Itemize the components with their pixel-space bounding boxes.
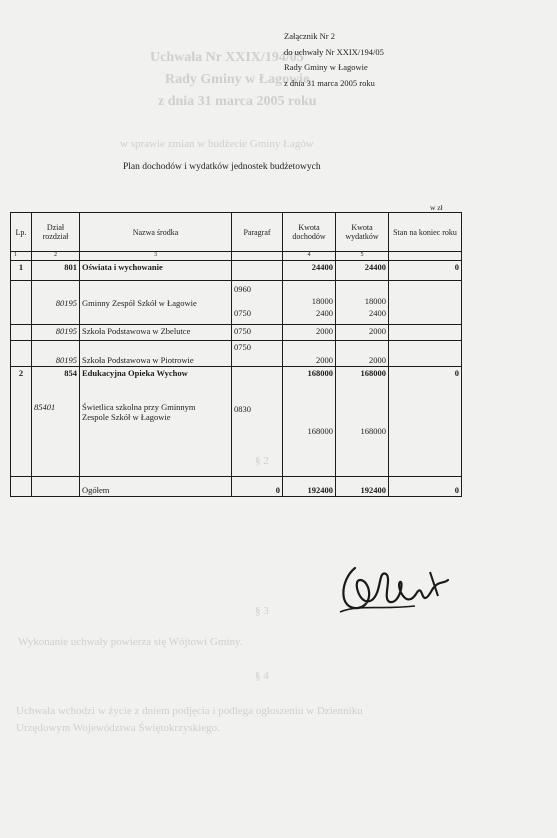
name-value: Świetlica szkolna przy Gminnym Zespole Szkół w Łagowie [82, 402, 196, 422]
cell-wyd [336, 367, 389, 477]
name-value: Edukacyjna Opieka Wychow [82, 368, 188, 378]
total-stan: 0 [389, 477, 462, 497]
wyd-value: 168000 [360, 426, 386, 436]
cell-stan [389, 325, 462, 341]
header-row [11, 213, 462, 252]
cell-wyd [336, 281, 389, 325]
header-stan: Stan na koniec roku [389, 213, 462, 252]
cell-lp [11, 341, 32, 367]
cell-doch: 2000 [283, 325, 336, 341]
ghost-heading: Uchwała Nr XXIX/194/05 [150, 50, 304, 65]
cell-wyd: 24400 [336, 261, 389, 281]
table-row [11, 261, 462, 281]
cell-par: 0750 [232, 341, 283, 367]
ghost-subject: w sprawie zmian w budżecie Gminy Łagów [120, 138, 314, 150]
wyd-value: 168000 [360, 368, 386, 378]
ghost-heading-3: z dnia 31 marca 2005 roku [158, 94, 317, 109]
par-value: 0750 [234, 308, 251, 318]
table-row [11, 341, 462, 367]
table-row [11, 281, 462, 325]
header-dzial: Dział rozdział [32, 213, 80, 252]
cell-lp [11, 325, 32, 341]
cell-doch [283, 281, 336, 325]
cell-code: 80195 [32, 341, 80, 367]
col-number: 3 [80, 252, 232, 261]
column-number-row [11, 252, 462, 261]
cell-name: Oświata i wychowanie [80, 261, 232, 281]
cell-name: Szkoła Podstawowa w Zbelutce [80, 325, 232, 341]
attachment-line: Rady Gminy w Łagowie [284, 62, 368, 72]
ghost-par2: § 2 [255, 455, 269, 467]
cell-par [232, 367, 283, 477]
budget-table [10, 212, 462, 497]
total-row [11, 477, 462, 497]
cell-stan: 0 [389, 261, 462, 281]
cell-wyd: 2000 [336, 325, 389, 341]
cell-par [232, 261, 283, 281]
col-number: 1 [11, 252, 32, 261]
cell-wyd: 2000 [336, 341, 389, 367]
cell-stan: 0 [389, 367, 462, 477]
ghost-par3: § 3 [255, 605, 269, 617]
signature [320, 550, 470, 620]
attachment-line: z dnia 31 marca 2005 roku [284, 77, 375, 88]
cell-code: 80195 [32, 325, 80, 341]
cell-par [232, 281, 283, 325]
code-value: 85401 [34, 402, 56, 412]
cell-par: 0750 [232, 325, 283, 341]
cell-doch: 24400 [283, 261, 336, 281]
par-value: 0960 [234, 284, 251, 294]
table-row [11, 367, 462, 477]
doch-value: 168000 [307, 426, 333, 436]
cell-lp: 1 [11, 261, 32, 281]
cell-name: Gminny Zespół Szkół w Łagowie [80, 281, 232, 325]
total-label: Ogółem [80, 477, 232, 497]
cell-stan [389, 281, 462, 325]
col-number: 5 [336, 252, 389, 261]
header-dochody: Kwota dochodów [283, 213, 336, 252]
col-number: 2 [32, 252, 80, 261]
table-row [11, 325, 462, 341]
attachment-line: Załącznik Nr 2 [284, 31, 335, 41]
ghost-effect-2: Urzędowym Województwa Świętokrzyskiego. [16, 722, 220, 734]
unit-label: w zł [430, 203, 443, 212]
wyd-value: 18000 [364, 296, 386, 306]
cell-name: Szkoła Podstawowa w Piotrowie [80, 341, 232, 367]
cell-lp: 2 [11, 367, 32, 477]
attachment-line: do uchwały Nr XXIX/194/05 [284, 46, 384, 57]
doch-value: 2400 [316, 308, 333, 318]
col-number [389, 252, 462, 261]
cell-code [32, 367, 80, 477]
header-paragraf: Paragraf [232, 213, 283, 252]
cell-name [80, 367, 232, 477]
wyd-value: 2400 [369, 308, 386, 318]
par-value: 0830 [234, 404, 251, 414]
ghost-effect: Uchwała wchodzi w życie z dniem podjęcia i podlega ogłoszeniu w Dzienniku [16, 705, 363, 717]
cell-doch: 2000 [283, 341, 336, 367]
cell-stan [389, 341, 462, 367]
col-number: 4 [283, 252, 336, 261]
ghost-par4: § 4 [255, 670, 269, 682]
cell-lp [11, 281, 32, 325]
total-doch: 192400 [283, 477, 336, 497]
page-title: Plan dochodów i wydatków jednostek budżetowych [123, 162, 321, 172]
cell-doch [283, 367, 336, 477]
cell-lp [11, 477, 32, 497]
header-lp: Lp. [11, 213, 32, 252]
cell-code: 801 [32, 261, 80, 281]
doch-value: 168000 [307, 368, 333, 378]
header-wydatki: Kwota wydatków [336, 213, 389, 252]
cell-code [32, 477, 80, 497]
attachment-header [284, 29, 384, 91]
col-number [232, 252, 283, 261]
total-par: 0 [232, 477, 283, 497]
cell-code: 80195 [32, 281, 80, 325]
ghost-exec: Wykonanie uchwały powierza się Wójtowi Gminy. [18, 636, 243, 648]
total-wyd: 192400 [336, 477, 389, 497]
ghost-heading-2: Rady Gminy w Łagowie [165, 72, 310, 87]
code-value: 854 [64, 368, 77, 378]
doch-value: 18000 [311, 296, 333, 306]
header-nazwa: Nazwa środka [80, 213, 232, 252]
